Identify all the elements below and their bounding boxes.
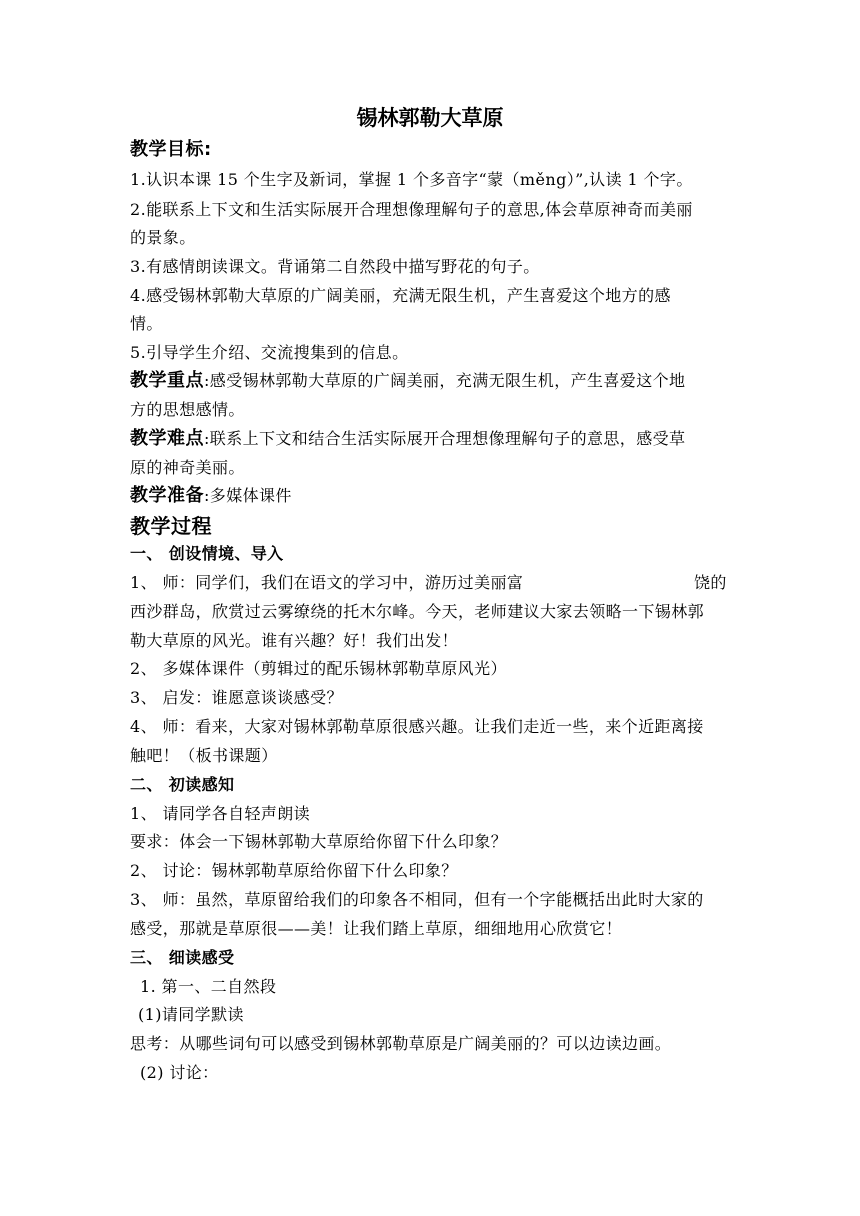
objective-3: 3.有感情朗读课文。背诵第二自然段中描写野花的句子。 <box>130 257 540 276</box>
document-title: 锡林郭勒大草原 <box>356 106 504 130</box>
section-3-think: 思考：从哪些词句可以感受到锡林郭勒草原是广阔美丽的？可以边读边画。 <box>130 1034 672 1053</box>
difficulties-text: :联系上下文和结合生活实际展开合理想像理解句子的意思，感受草 <box>204 429 686 448</box>
section-1-heading: 一、 创设情境、导入 <box>130 544 284 563</box>
difficulties <box>130 428 685 450</box>
objective-5: 5.引导学生介绍、交流搜集到的信息。 <box>130 343 409 362</box>
difficulties-continued: 原的神奇美丽。 <box>130 458 245 477</box>
process-heading: 教学过程 <box>130 514 212 538</box>
key-points-continued: 方的思想感情。 <box>130 400 245 419</box>
section-2-line-1: 1、 请同学各自轻声朗读 <box>130 804 311 823</box>
key-points <box>130 370 685 392</box>
section-3-line-2: (1)请同学默读 <box>138 1005 244 1024</box>
section-1-line-2: 2、 多媒体课件（剪辑过的配乐锡林郭勒草原风光） <box>130 659 507 678</box>
section-1-line-4a: 4、 师：看来，大家对锡林郭勒草原很感兴趣。让我们走近一些，来个近距离接 <box>130 717 704 736</box>
section-3-heading: 三、 细读感受 <box>130 948 235 967</box>
preparation-label: 教学准备 <box>130 485 204 506</box>
section-1-line-1b: 西沙群岛，欣赏过云雾缭绕的托木尔峰。今天，老师建议大家去领略一下锡林郭 <box>130 602 705 621</box>
difficulties-label: 教学难点 <box>130 428 204 449</box>
section-1-line-1c: 勒大草原的风光。谁有兴趣？好！我们出发！ <box>130 631 459 650</box>
preparation-text: :多媒体课件 <box>204 486 292 505</box>
section-2-heading: 二、 初读感知 <box>130 775 235 794</box>
section-3-line-1: 1. 第一、二自然段 <box>140 977 277 996</box>
key-points-text: :感受锡林郭勒大草原的广阔美丽，充满无限生机，产生喜爱这个地 <box>204 371 686 390</box>
section-2-line-3a: 3、 师：虽然，草原留给我们的印象各不相同，但有一个字能概括出此时大家的 <box>130 890 704 909</box>
key-points-label: 教学重点 <box>130 370 204 391</box>
section-2-line-2: 2、 讨论：锡林郭勒草原给你留下什么印象？ <box>130 861 458 880</box>
objectives-heading: 教学目标: <box>130 139 212 160</box>
section-2-line-3b: 感受，那就是草原很——美！让我们踏上草原，细细地用心欣赏它！ <box>130 919 623 938</box>
preparation <box>130 485 292 507</box>
section-1-line-4b: 触吧！（板书课题） <box>130 746 278 765</box>
section-2-requirement: 要求：体会一下锡林郭勒大草原给你留下什么印象？ <box>130 832 508 851</box>
objective-1: 1.认识本课 15 个生字及新词，掌握 1 个多音字“蒙（měng）”,认读 1 个字。 <box>130 170 693 189</box>
objective-4-line-1: 4.感受锡林郭勒大草原的广阔美丽，充满无限生机，产生喜爱这个地方的感 <box>130 286 671 305</box>
section-3-line-3: (2) 讨论： <box>140 1063 219 1082</box>
objective-4-line-2: 情。 <box>130 314 163 333</box>
section-1-line-1a-left: 1、 师：同学们，我们在语文的学习中，游历过美丽富 <box>130 573 524 592</box>
objective-2-line-1: 2.能联系上下文和生活实际展开合理想像理解句子的意思,体会草原神奇而美丽 <box>130 200 693 219</box>
section-1-line-1a-right: 饶的 <box>694 573 727 592</box>
section-1-line-3: 3、 启发：谁愿意谈谈感受？ <box>130 688 343 707</box>
objective-2-line-2: 的景象。 <box>130 228 196 247</box>
